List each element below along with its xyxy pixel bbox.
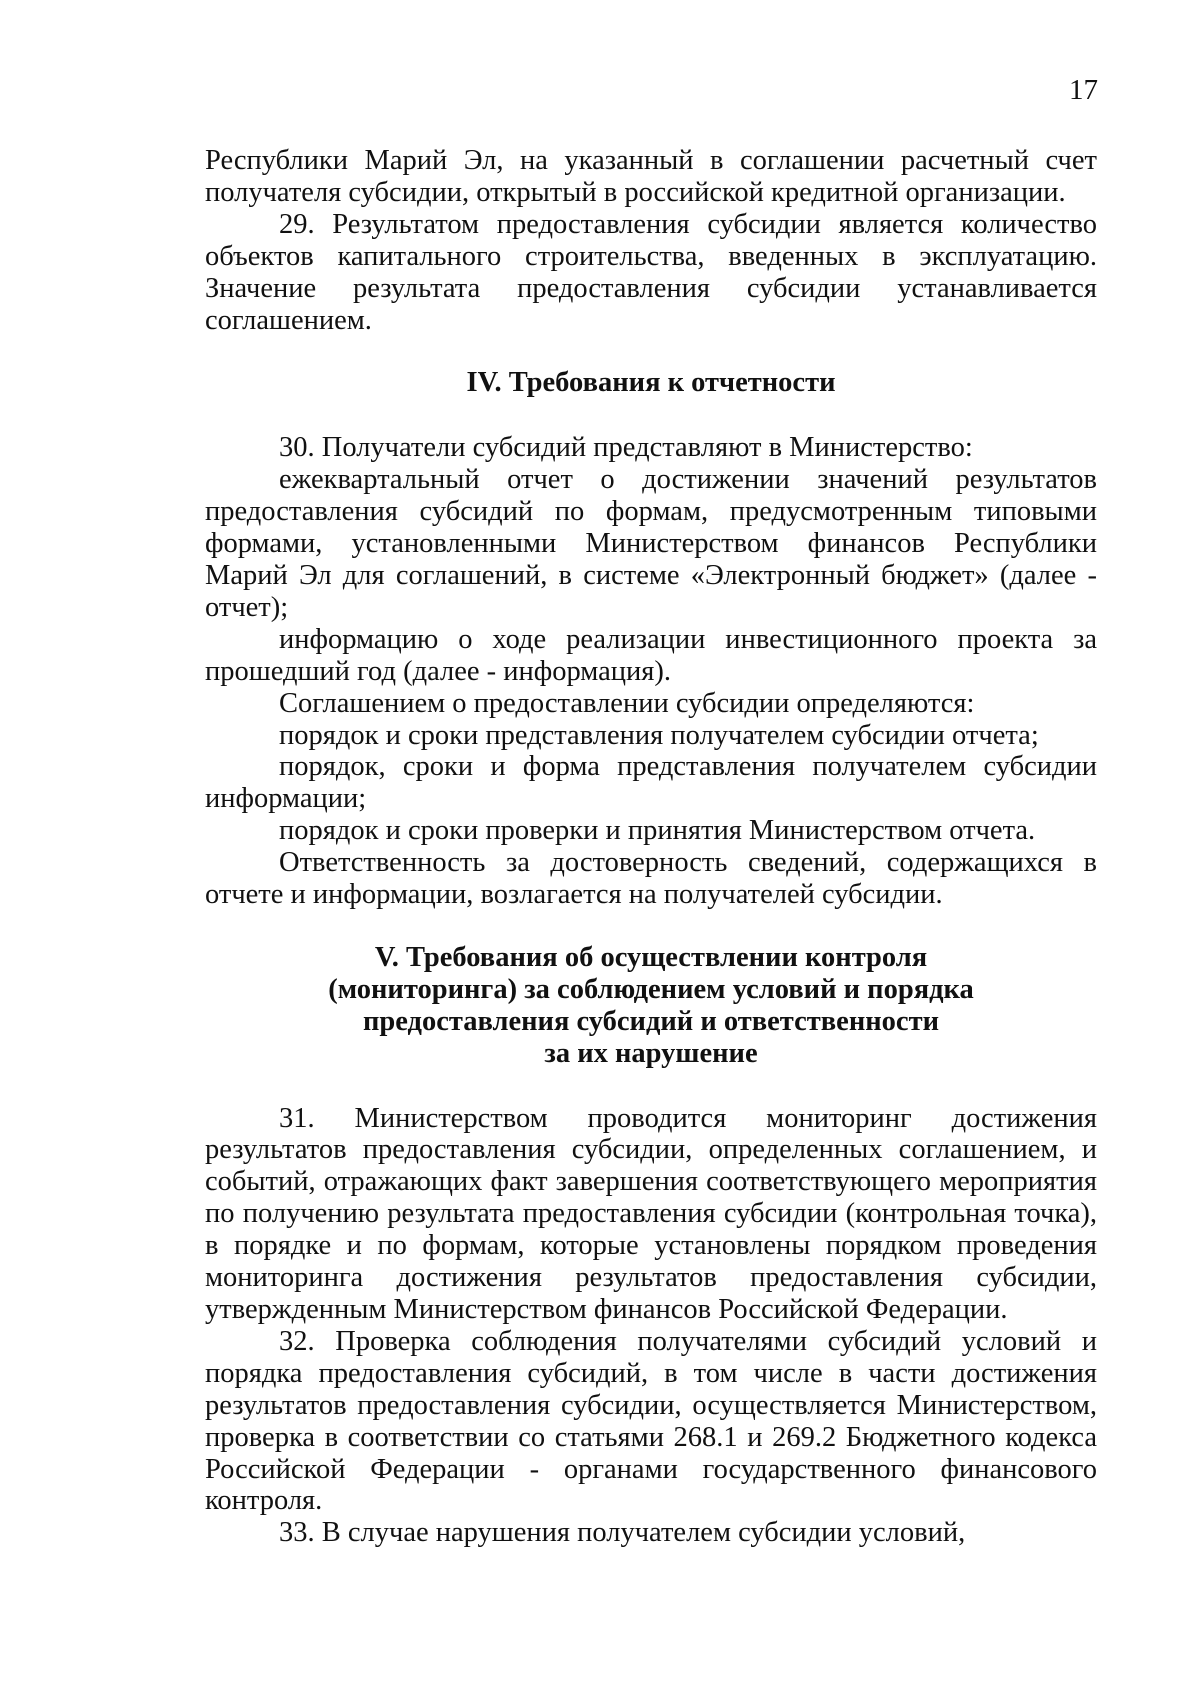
paragraph-30-responsibility: Ответственность за достоверность сведений, содержащихся в отчете и информации, возлагается на получателей субсидии. (205, 847, 1097, 911)
paragraph-33: 33. В случае нарушения получателем субсидии условий, (279, 1517, 966, 1549)
page-number: 17 (1069, 74, 1098, 106)
section-4-heading-text: IV. Требования к отчетности (466, 367, 836, 399)
paragraph-30-report-order: порядок и сроки представления получателем субсидии отчета; (279, 719, 1039, 751)
paragraph-continuation: Республики Марий Эл, на указанный в соглашении расчетный счет получателя субсидии, открытый в российской кредитной организации. (205, 145, 1097, 208)
section-5-heading-line: предоставления субсидий и ответственности (362, 1005, 939, 1037)
section-5-heading-line: V. Требования об осуществлении контроля (374, 941, 928, 973)
paragraph-30-information-order: порядок, сроки и форма представления получателем субсидии информации; (205, 751, 1097, 815)
section-5-heading (205, 942, 1097, 1070)
paragraph-32: 32. Проверка соблюдения получателями субсидий условий и порядка предоставления субсидий, в том числе в части достижения результатов предоставления субсидии, осуществляется Министерством, проверка в соответствии со статьями 268.1 и 269.2 Бюджетного кодекса Российской Федерации - органами государственного финансового контроля. (205, 1325, 1097, 1517)
document-body (205, 145, 1097, 1549)
paragraph-29: 29. Результатом предоставления субсидии является количество объектов капитального строительства, введенных в эксплуатацию. Значение результата предоставления субсидии устанавливается соглашением. (205, 208, 1097, 336)
section-5-heading-line: за их нарушение (544, 1037, 758, 1069)
paragraph-30-verification-order: порядок и сроки проверки и принятия Министерством отчета. (279, 815, 1036, 847)
paragraph-30-agreement: Соглашением о предоставлении субсидии определяются: (279, 687, 975, 719)
paragraph-31: 31. Министерством проводится мониторинг достижения результатов предоставления субсидии, определенных соглашением, и событий, отражающих факт завершения соответствующего мероприятия по получению результата предоставления субсидии (контрольная точка), в порядке и по формам, которые установлены порядком проведения мониторинга достижения результатов предоставления субсидии, утвержденным Министерством финансов Российской Федерации. (205, 1102, 1097, 1325)
section-4-heading (205, 367, 1097, 399)
paragraph-30: 30. Получатели субсидий представляют в Министерство: (279, 432, 973, 464)
paragraph-30-quarterly-report: ежеквартальный отчет о достижении значений результатов предоставления субсидий по формам, предусмотренным типовыми формами, установленными Министерством финансов Республики Марий Эл для соглашений, в системе «Электронный бюджет» (далее - отчет); (205, 464, 1097, 623)
paragraph-30-information: информацию о ходе реализации инвестиционного проекта за прошедший год (далее - информация). (205, 623, 1097, 687)
section-5-heading-line: (мониторинга) за соблюдением условий и порядка (328, 973, 974, 1005)
